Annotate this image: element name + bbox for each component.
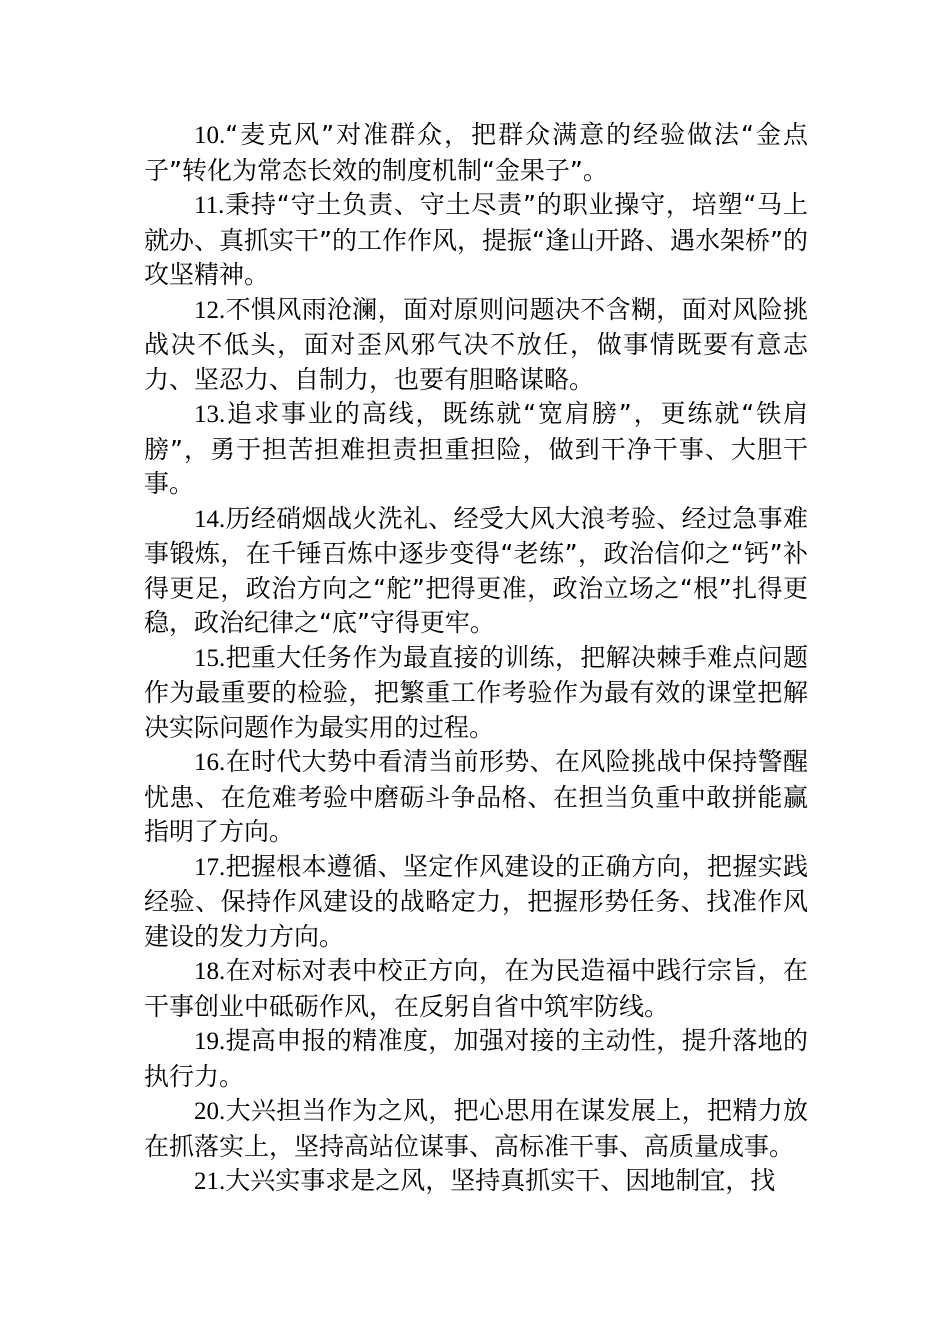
paragraph-text: 不惧风雨沧澜，面对原则问题决不含糊，面对风险挑战决不低头，面对歪风邪气决不放任，做事情既要有意志力、坚忍力、自制力，也要有胆略谋略。 bbox=[144, 294, 808, 394]
paragraph-text: 把重大任务作为最直接的训练，把解决棘手难点问题作为最重要的检验，把繁重工作考验作为最有效的课堂把解决实际问题作为最实用的过程。 bbox=[144, 642, 808, 742]
paragraph-number: 11. bbox=[194, 192, 225, 219]
paragraph-text: 在时代大势中看清当前形势、在风险挑战中保持警醒忧患、在危难考验中磨砺斗争品格、在担当负重中敢拼能赢指明了方向。 bbox=[144, 747, 808, 846]
paragraph-text: “麦克风”对准群众，把群众满意的经验做法“金点子”转化为常态长效的制度机制“金果子”。 bbox=[144, 120, 808, 185]
paragraph-number: 14. bbox=[194, 505, 226, 533]
paragraph-text: 历经硝烟战火洗礼、经受大风大浪考验、经过急事难事锻炼，在千锤百炼中逐步变得“老练”，政治信仰之“钙”补得更足，政治方向之“舵”把得更准，政治立场之“根”扎得更稳，政治纪律之“底”守得更牢。 bbox=[144, 503, 808, 637]
paragraph-number: 16. bbox=[194, 749, 226, 776]
paragraph-text: 把握根本遵循、坚定作风建设的正确方向，把握实践经验、保持作风建设的战略定力，把握形势任务、找准作风建设的发力方向。 bbox=[144, 851, 808, 951]
paragraph-19 bbox=[144, 1024, 808, 1094]
paragraph-13 bbox=[144, 397, 808, 502]
paragraph-17 bbox=[144, 850, 808, 955]
paragraph-number: 19. bbox=[194, 1028, 226, 1055]
paragraph-number: 21. bbox=[194, 1168, 226, 1195]
paragraph-number: 12. bbox=[194, 296, 226, 324]
paragraph-10 bbox=[144, 118, 808, 188]
paragraph-text: 大兴担当作为之风，把心思用在谋发展上，把精力放在抓落实上，坚持高站位谋事、高标准干事、高质量成事。 bbox=[144, 1096, 808, 1161]
paragraph-21 bbox=[144, 1164, 808, 1200]
paragraph-text: 秉持“守土负责、守土尽责”的职业操守，培塑“马上就办、真抓实干”的工作作风，提振“逢山开路、遇水架桥”的攻坚精神。 bbox=[144, 190, 808, 289]
paragraph-number: 10. bbox=[194, 122, 226, 149]
paragraph-11 bbox=[144, 188, 808, 293]
paragraph-text: 提高申报的精准度，加强对接的主动性，提升落地的执行力。 bbox=[144, 1026, 808, 1091]
paragraph-18 bbox=[144, 954, 808, 1024]
paragraph-text: 追求事业的高线，既练就“宽肩膀”，更练就“铁肩膀”，勇于担苦担难担责担重担险，做到干净干事、大胆干事。 bbox=[144, 399, 808, 498]
paragraph-number: 18. bbox=[194, 958, 226, 985]
document-page bbox=[144, 118, 808, 1200]
paragraph-number: 15. bbox=[194, 644, 226, 672]
paragraph-14 bbox=[144, 502, 808, 641]
paragraph-text: 大兴实事求是之风，坚持真抓实干、因地制宜，找 bbox=[225, 1166, 776, 1195]
paragraph-text: 在对标对表中校正方向，在为民造福中践行宗旨，在干事创业中砥砺作风，在反躬自省中筑牢防线。 bbox=[144, 956, 808, 1021]
paragraph-16 bbox=[144, 745, 808, 850]
paragraph-number: 20. bbox=[194, 1098, 226, 1125]
paragraph-20 bbox=[144, 1094, 808, 1164]
paragraph-number: 17. bbox=[194, 853, 226, 881]
paragraph-15 bbox=[144, 641, 808, 746]
paragraph-number: 13. bbox=[194, 401, 226, 428]
paragraph-12 bbox=[144, 293, 808, 398]
